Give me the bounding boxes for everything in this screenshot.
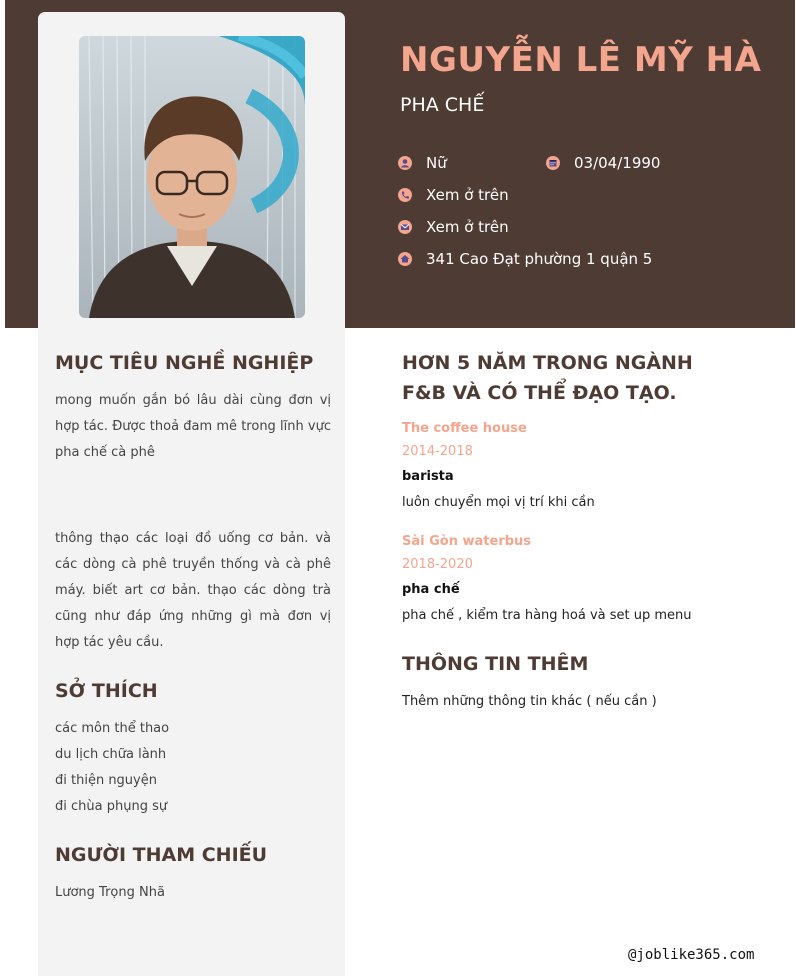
email-row: [398, 218, 509, 236]
list-item: các môn thể thao: [55, 721, 170, 736]
objective-paragraph-1: mong muốn gắn bó lâu dài cùng đơn vị hợp tác. Được thoả đam mê trong lĩnh vực pha chế cà phê: [55, 393, 331, 460]
objective-title: MỤC TIÊU NGHỀ NGHIỆP: [55, 352, 314, 374]
job-title: PHA CHẾ: [400, 94, 485, 116]
reference-name: Lương Trọng Nhã: [55, 885, 165, 900]
email-icon: [398, 220, 412, 234]
job-company: Sài Gòn waterbus: [402, 534, 532, 549]
dob-value: 03/04/1990: [574, 154, 661, 172]
references-title: NGƯỜI THAM CHIẾU: [55, 844, 268, 866]
list-item: đi thiện nguyện: [55, 773, 157, 788]
calendar-icon: [546, 156, 560, 170]
experience-title-line-2: F&B VÀ CÓ THỂ ĐẠO TẠO.: [402, 382, 677, 404]
address-row: [398, 250, 652, 268]
email-value: Xem ở trên: [426, 218, 509, 236]
gender-value: Nữ: [426, 154, 447, 172]
list-item: du lịch chữa lành: [55, 747, 167, 762]
hobbies-title: SỞ THÍCH: [55, 680, 158, 702]
phone-icon: [398, 188, 412, 202]
home-icon: [398, 252, 412, 266]
phone-value: Xem ở trên: [426, 186, 509, 204]
job-description: luôn chuyển mọi vị trí khi cần: [402, 495, 595, 510]
objective-paragraph-2: thông thạo các loại đồ uống cơ bản. và các dòng cà phê truyền thống và cà phê máy. biết art cơ bản. thạo các dòng trà cũng như đáp ứng những gì mà đơn vị hợp tác yêu cầu.: [55, 531, 331, 650]
address-value: 341 Cao Đạt phường 1 quận 5: [426, 250, 653, 268]
job-description: pha chế , kiểm tra hàng hoá và set up menu: [402, 608, 692, 623]
list-item: đi chùa phụng sự: [55, 799, 168, 814]
extra-info-text: Thêm những thông tin khác ( nếu cần ): [402, 694, 657, 709]
job-period: 2018-2020: [402, 557, 473, 572]
dob-row: [546, 154, 660, 172]
gender-row: [398, 154, 447, 172]
phone-row: [398, 186, 509, 204]
job-role: barista: [402, 469, 454, 484]
job-role: pha chế: [402, 582, 460, 597]
experience-title-line-1: HƠN 5 NĂM TRONG NGÀNH: [402, 352, 693, 374]
job-period: 2014-2018: [402, 444, 473, 459]
watermark: @joblike365.com: [628, 947, 755, 963]
job-company: The coffee house: [402, 421, 527, 436]
extra-info-title: THÔNG TIN THÊM: [402, 653, 589, 675]
candidate-name: NGUYỄN LÊ MỸ HÀ: [400, 40, 762, 80]
hobbies-list: [55, 716, 169, 820]
gender-icon: [398, 156, 412, 170]
profile-photo: [79, 36, 305, 318]
